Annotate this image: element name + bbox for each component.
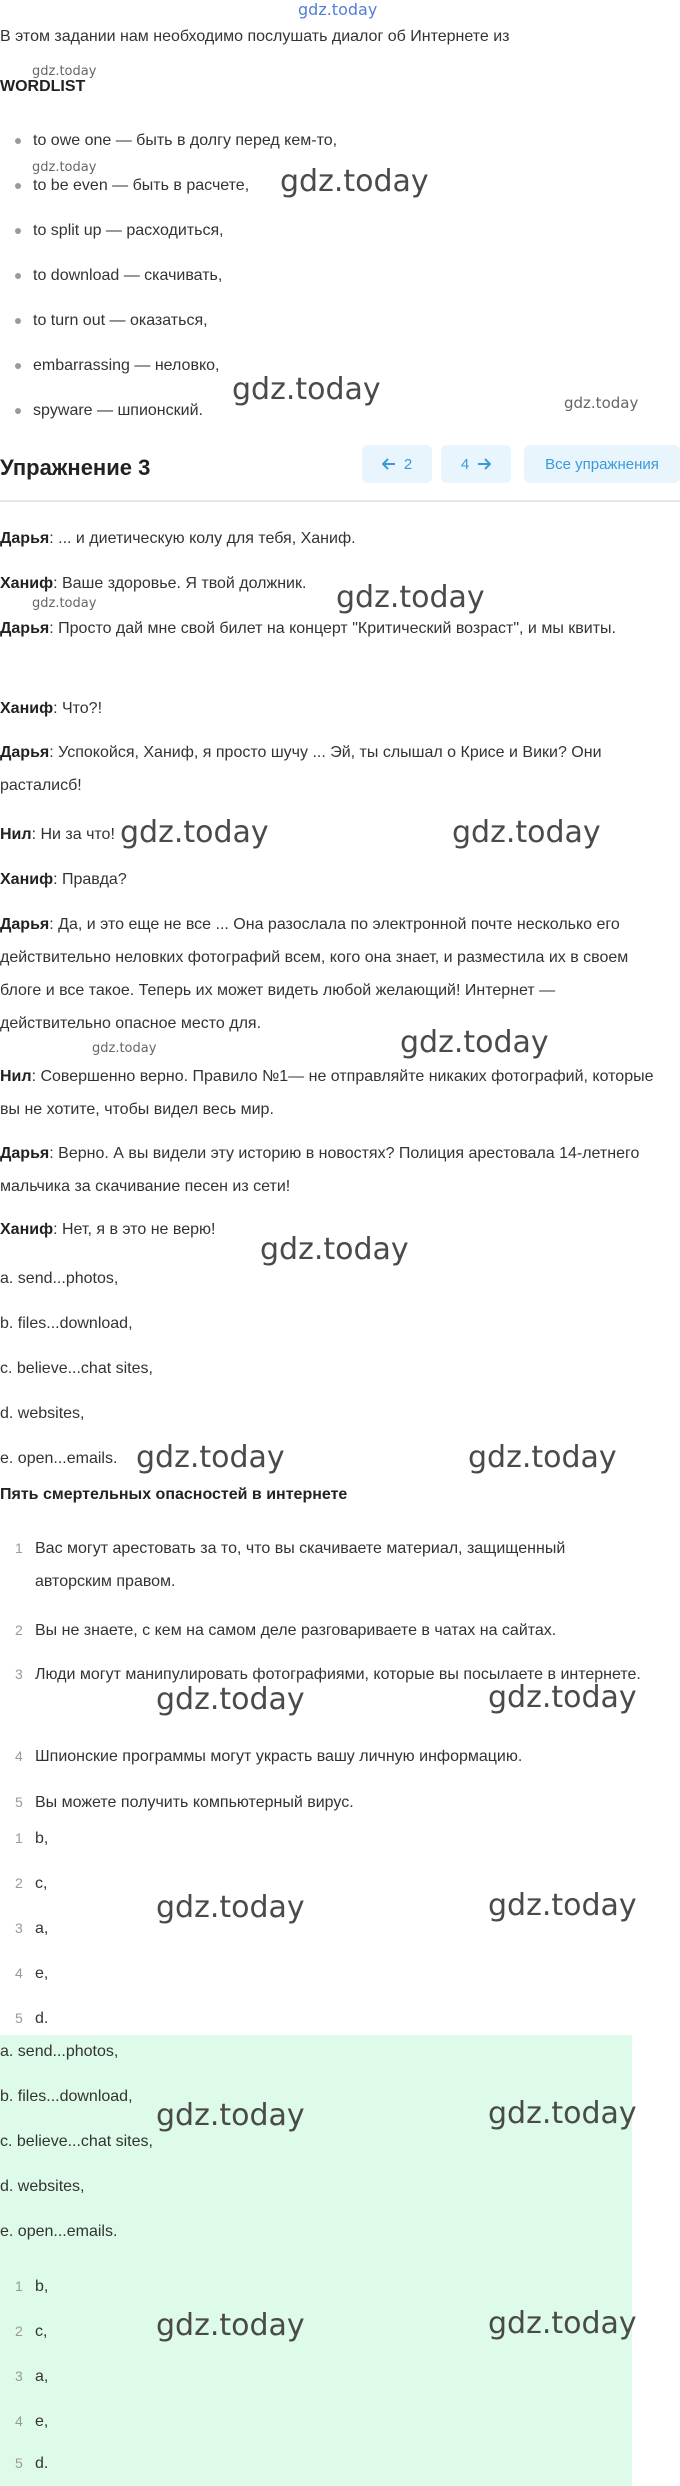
watermark: gdz.today <box>452 815 601 850</box>
answer-number: 3 a, <box>15 1920 49 1937</box>
answer-letter: d. websites, <box>0 1405 85 1422</box>
answer-letter: a. send...photos, <box>0 2043 119 2060</box>
watermark: gdz.today <box>488 1888 637 1923</box>
answer-letter: b. files...download, <box>0 1315 133 1332</box>
danger-item: 5 Вы можете получить компьютерный вирус. <box>15 1794 354 1811</box>
watermark: gdz.today <box>92 1041 157 1056</box>
arrow-left-icon <box>382 458 396 470</box>
dialogue-line: Ханиф: Нет, я в это не верю! <box>0 1221 216 1238</box>
watermark: gdz.today <box>488 2096 637 2131</box>
all-exercises-button[interactable]: Все упражнения <box>524 445 680 483</box>
watermark: gdz.today <box>156 1682 305 1717</box>
danger-item: 3 Люди могут манипулировать фотографиями, которые вы посылаете в интернете. <box>15 1666 641 1683</box>
dialogue-line: Дарья: Успокойся, Ханиф, я просто шучу ... Эй, ты слышал о Крисе и Вики? Они расталисб! <box>0 744 602 794</box>
answer-number: 4 e, <box>15 1965 49 1982</box>
dialogue-line: Ханиф: Правда? <box>0 871 127 888</box>
dialogue-line: Дарья: Верно. А вы видели эту историю в новостях? Полиция арестовала 14-летнего мальчика за скачивание песен из сети! <box>0 1145 640 1195</box>
dialogue-line: Дарья: Просто дай мне свой билет на концерт "Критический возраст", и мы квиты. <box>0 620 616 637</box>
watermark: gdz.today <box>336 580 485 615</box>
wordlist-item: to download — скачивать, <box>15 267 222 285</box>
answer-number: 4 e, <box>15 2413 49 2430</box>
watermark: gdz.today <box>32 64 97 79</box>
answer-letter: c. believe...chat sites, <box>0 1360 153 1377</box>
watermark: gdz.today <box>32 596 97 611</box>
intro-text: В этом задании нам необходимо послушать диалог об Интернете из <box>0 28 510 45</box>
watermark: gdz.today <box>156 2308 305 2343</box>
wordlist-item: to owe one — быть в долгу перед кем-то, <box>15 132 337 150</box>
bullet-icon <box>15 273 21 279</box>
wordlist-item: embarrassing — неловко, <box>15 357 219 375</box>
prev-exercise-button[interactable]: 2 <box>362 445 432 483</box>
danger-item: 1 Вас могут арестовать за то, что вы скачиваете материал, защищенный авторским правом. <box>15 1540 566 1590</box>
answer-letter: c. believe...chat sites, <box>0 2133 153 2150</box>
watermark: gdz.today <box>260 1232 409 1267</box>
answer-number: 1 b, <box>15 1830 49 1847</box>
danger-item: 4 Шпионские программы могут украсть вашу личную информацию. <box>15 1748 523 1765</box>
bullet-icon <box>15 318 21 324</box>
answer-letter: a. send...photos, <box>0 1270 119 1287</box>
dialogue-line: Дарья: Да, и это еще не все ... Она разослала по электронной почте несколько его действительно неловких фотографий всем, кого она знает, и разместила их в своем блоге и все такое. Теперь их может видеть любой желающий! Интернет — действительно опасное место для. <box>0 916 629 1032</box>
watermark: gdz.today <box>468 1440 617 1475</box>
watermark: gdz.today <box>280 164 429 199</box>
divider <box>0 500 680 502</box>
wordlist-item: to turn out — оказаться, <box>15 312 208 330</box>
watermark: gdz.today <box>120 815 269 850</box>
dialogue-line: Дарья: ... и диетическую колу для тебя, Ханиф. <box>0 530 356 547</box>
dialogue-line: Нил: Совершенно верно. Правило №1— не отправляйте никаких фотографий, которые вы не хотите, чтобы видел весь мир. <box>0 1068 654 1118</box>
bullet-icon <box>15 408 21 414</box>
bullet-icon <box>15 228 21 234</box>
answer-letter: d. websites, <box>0 2178 85 2195</box>
answer-number: 3 a, <box>15 2368 49 2385</box>
answer-letter: e. open...emails. <box>0 2223 118 2240</box>
watermark: gdz.today <box>400 1025 549 1060</box>
dialogue-line: Ханиф: Что?! <box>0 700 103 717</box>
watermark: gdz.today <box>136 1440 285 1475</box>
site-logo[interactable]: gdz.today <box>298 0 378 19</box>
answer-number: 5 d. <box>15 2010 49 2027</box>
dialogue-line: Нил: Ни за что! <box>0 826 115 843</box>
watermark: gdz.today <box>156 2098 305 2133</box>
answer-letter: e. open...emails. <box>0 1450 118 1467</box>
watermark: gdz.today <box>564 394 639 412</box>
wordlist-item: to be even — быть в расчете, <box>15 177 249 195</box>
answer-number: 1 b, <box>15 2278 49 2295</box>
answer-number: 5 d. <box>15 2455 49 2472</box>
arrow-right-icon <box>477 458 491 470</box>
wordlist-item: spyware — шпионский. <box>15 402 203 420</box>
watermark: gdz.today <box>488 2306 637 2341</box>
answer-number: 2 c, <box>15 2323 48 2340</box>
wordlist-item: to split up — расходиться, <box>15 222 224 240</box>
bullet-icon <box>15 363 21 369</box>
answer-letter: b. files...download, <box>0 2088 133 2105</box>
answer-number: 2 c, <box>15 1875 48 1892</box>
dangers-title: Пять смертельных опасностей в интернете <box>0 1486 348 1503</box>
watermark: gdz.today <box>232 372 381 407</box>
watermark: gdz.today <box>156 1890 305 1925</box>
bullet-icon <box>15 183 21 189</box>
bullet-icon <box>15 138 21 144</box>
watermark: gdz.today <box>488 1680 637 1715</box>
watermark: gdz.today <box>32 160 97 175</box>
danger-item: 2 Вы не знаете, с кем на самом деле разговариваете в чатах на сайтах. <box>15 1622 557 1639</box>
dialogue-line: Ханиф: Ваше здоровье. Я твой должник. <box>0 575 307 592</box>
wordlist-title: WORDLIST <box>0 78 86 95</box>
next-exercise-button[interactable]: 4 <box>441 445 511 483</box>
exercise-title: Упражнение 3 <box>0 455 151 480</box>
